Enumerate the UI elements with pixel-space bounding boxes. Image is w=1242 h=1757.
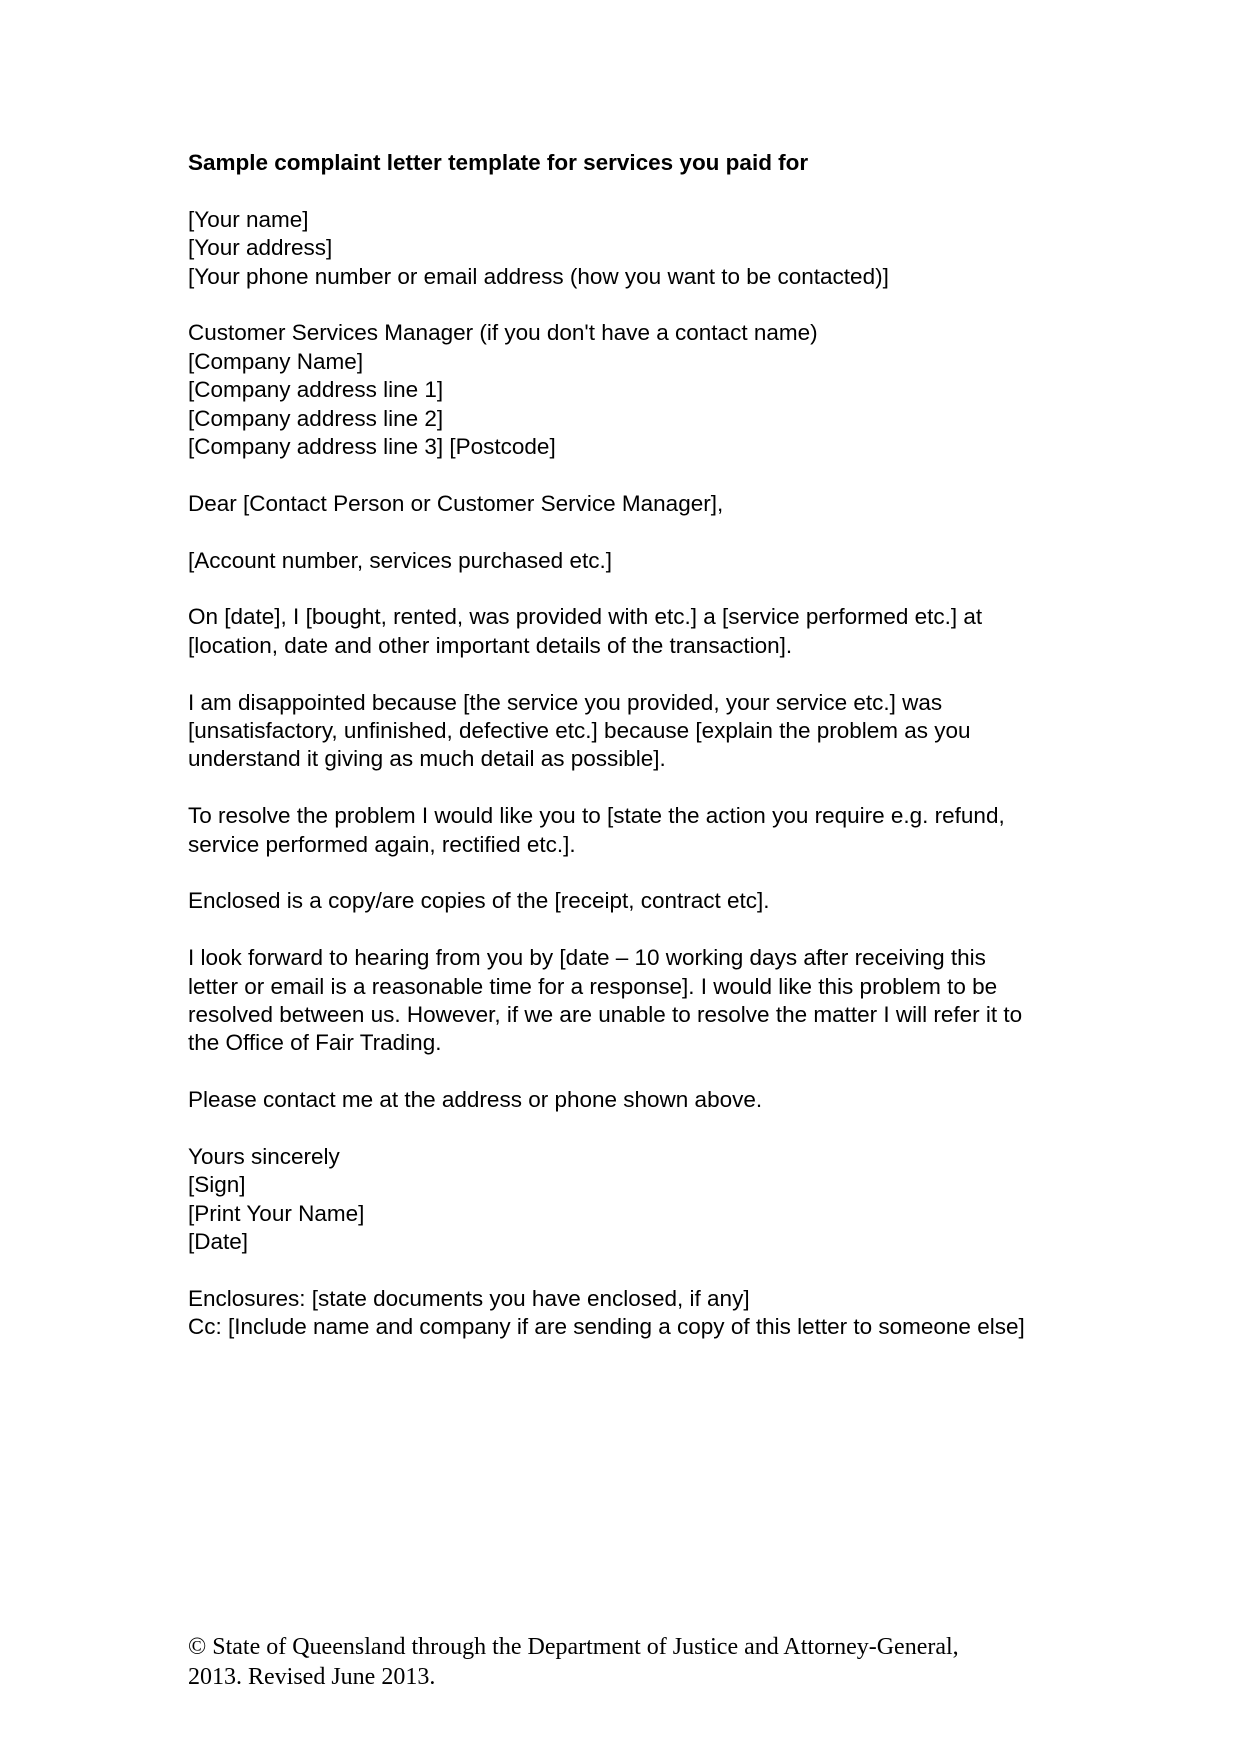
sender-name: [Your name] [188, 206, 309, 232]
paragraph-line: [unsatisfactory, unfinished, defective etc.] because [explain the problem as you [188, 718, 971, 744]
reference-line [188, 547, 1088, 575]
paragraph-line: To resolve the problem I would like you to [state the action you require e.g. refund, [188, 803, 1005, 829]
paragraph-line: letter or email is a reasonable time for a response]. I would like this problem to be [188, 973, 998, 999]
paragraph-line: Please contact me at the address or phone shown above. [188, 1087, 763, 1113]
paragraph-enclosed [188, 887, 1088, 915]
paragraph-line: I look forward to hearing from you by [date – 10 working days after receiving this [188, 945, 986, 971]
recipient-line: [Company address line 3] [Postcode] [188, 434, 556, 460]
sender-address: [Your address] [188, 235, 333, 261]
cc-line: Cc: [Include name and company if are sending a copy of this letter to someone else] [188, 1314, 1025, 1340]
sender-contact: [Your phone number or email address (how you want to be contacted)] [188, 263, 889, 289]
paragraph-purchase [188, 603, 1088, 660]
paragraph-line: the Office of Fair Trading. [188, 1030, 442, 1056]
copyright-footer [188, 1632, 1088, 1692]
reference-text: [Account number, services purchased etc.] [188, 547, 612, 573]
sender-block [188, 206, 1088, 291]
paragraph-problem [188, 689, 1088, 774]
document-title: Sample complaint letter template for services you paid for [188, 150, 809, 175]
paragraph-line: On [date], I [bought, rented, was provided with etc.] a [service performed etc.] at [188, 604, 983, 630]
closing-block [188, 1143, 1088, 1257]
paragraph-line: service performed again, rectified etc.]. [188, 831, 576, 857]
salutation-text: Dear [Contact Person or Customer Service Manager], [188, 490, 724, 516]
paragraph-contact [188, 1086, 1088, 1114]
paragraph-line: Enclosed is a copy/are copies of the [receipt, contract etc]. [188, 888, 770, 914]
closing-print-name: [Print Your Name] [188, 1200, 365, 1226]
recipient-line: [Company Name] [188, 348, 364, 374]
paragraph-line: resolved between us. However, if we are unable to resolve the matter I will refer it to [188, 1002, 1023, 1028]
closing-date: [Date] [188, 1229, 249, 1255]
recipient-block [188, 319, 1088, 461]
paragraph-line: understand it giving as much detail as possible]. [188, 746, 666, 772]
recipient-line: [Company address line 1] [188, 377, 444, 403]
recipient-line: [Company address line 2] [188, 405, 444, 431]
paragraph-line: [location, date and other important details of the transaction]. [188, 632, 793, 658]
salutation [188, 490, 1088, 518]
paragraph-line: I am disappointed because [the service you provided, your service etc.] was [188, 689, 943, 715]
recipient-line: Customer Services Manager (if you don't have a contact name) [188, 320, 818, 346]
paragraph-resolution [188, 802, 1088, 859]
letter-body [188, 149, 1088, 1370]
enclosures-block [188, 1285, 1088, 1342]
enclosures-line: Enclosures: [state documents you have enclosed, if any] [188, 1286, 750, 1312]
paragraph-deadline [188, 944, 1088, 1058]
closing-signoff: Yours sincerely [188, 1144, 340, 1170]
footer-line: 2013. Revised June 2013. [188, 1664, 436, 1690]
closing-sign: [Sign] [188, 1172, 246, 1198]
footer-line: © State of Queensland through the Department of Justice and Attorney-General, [188, 1634, 959, 1660]
